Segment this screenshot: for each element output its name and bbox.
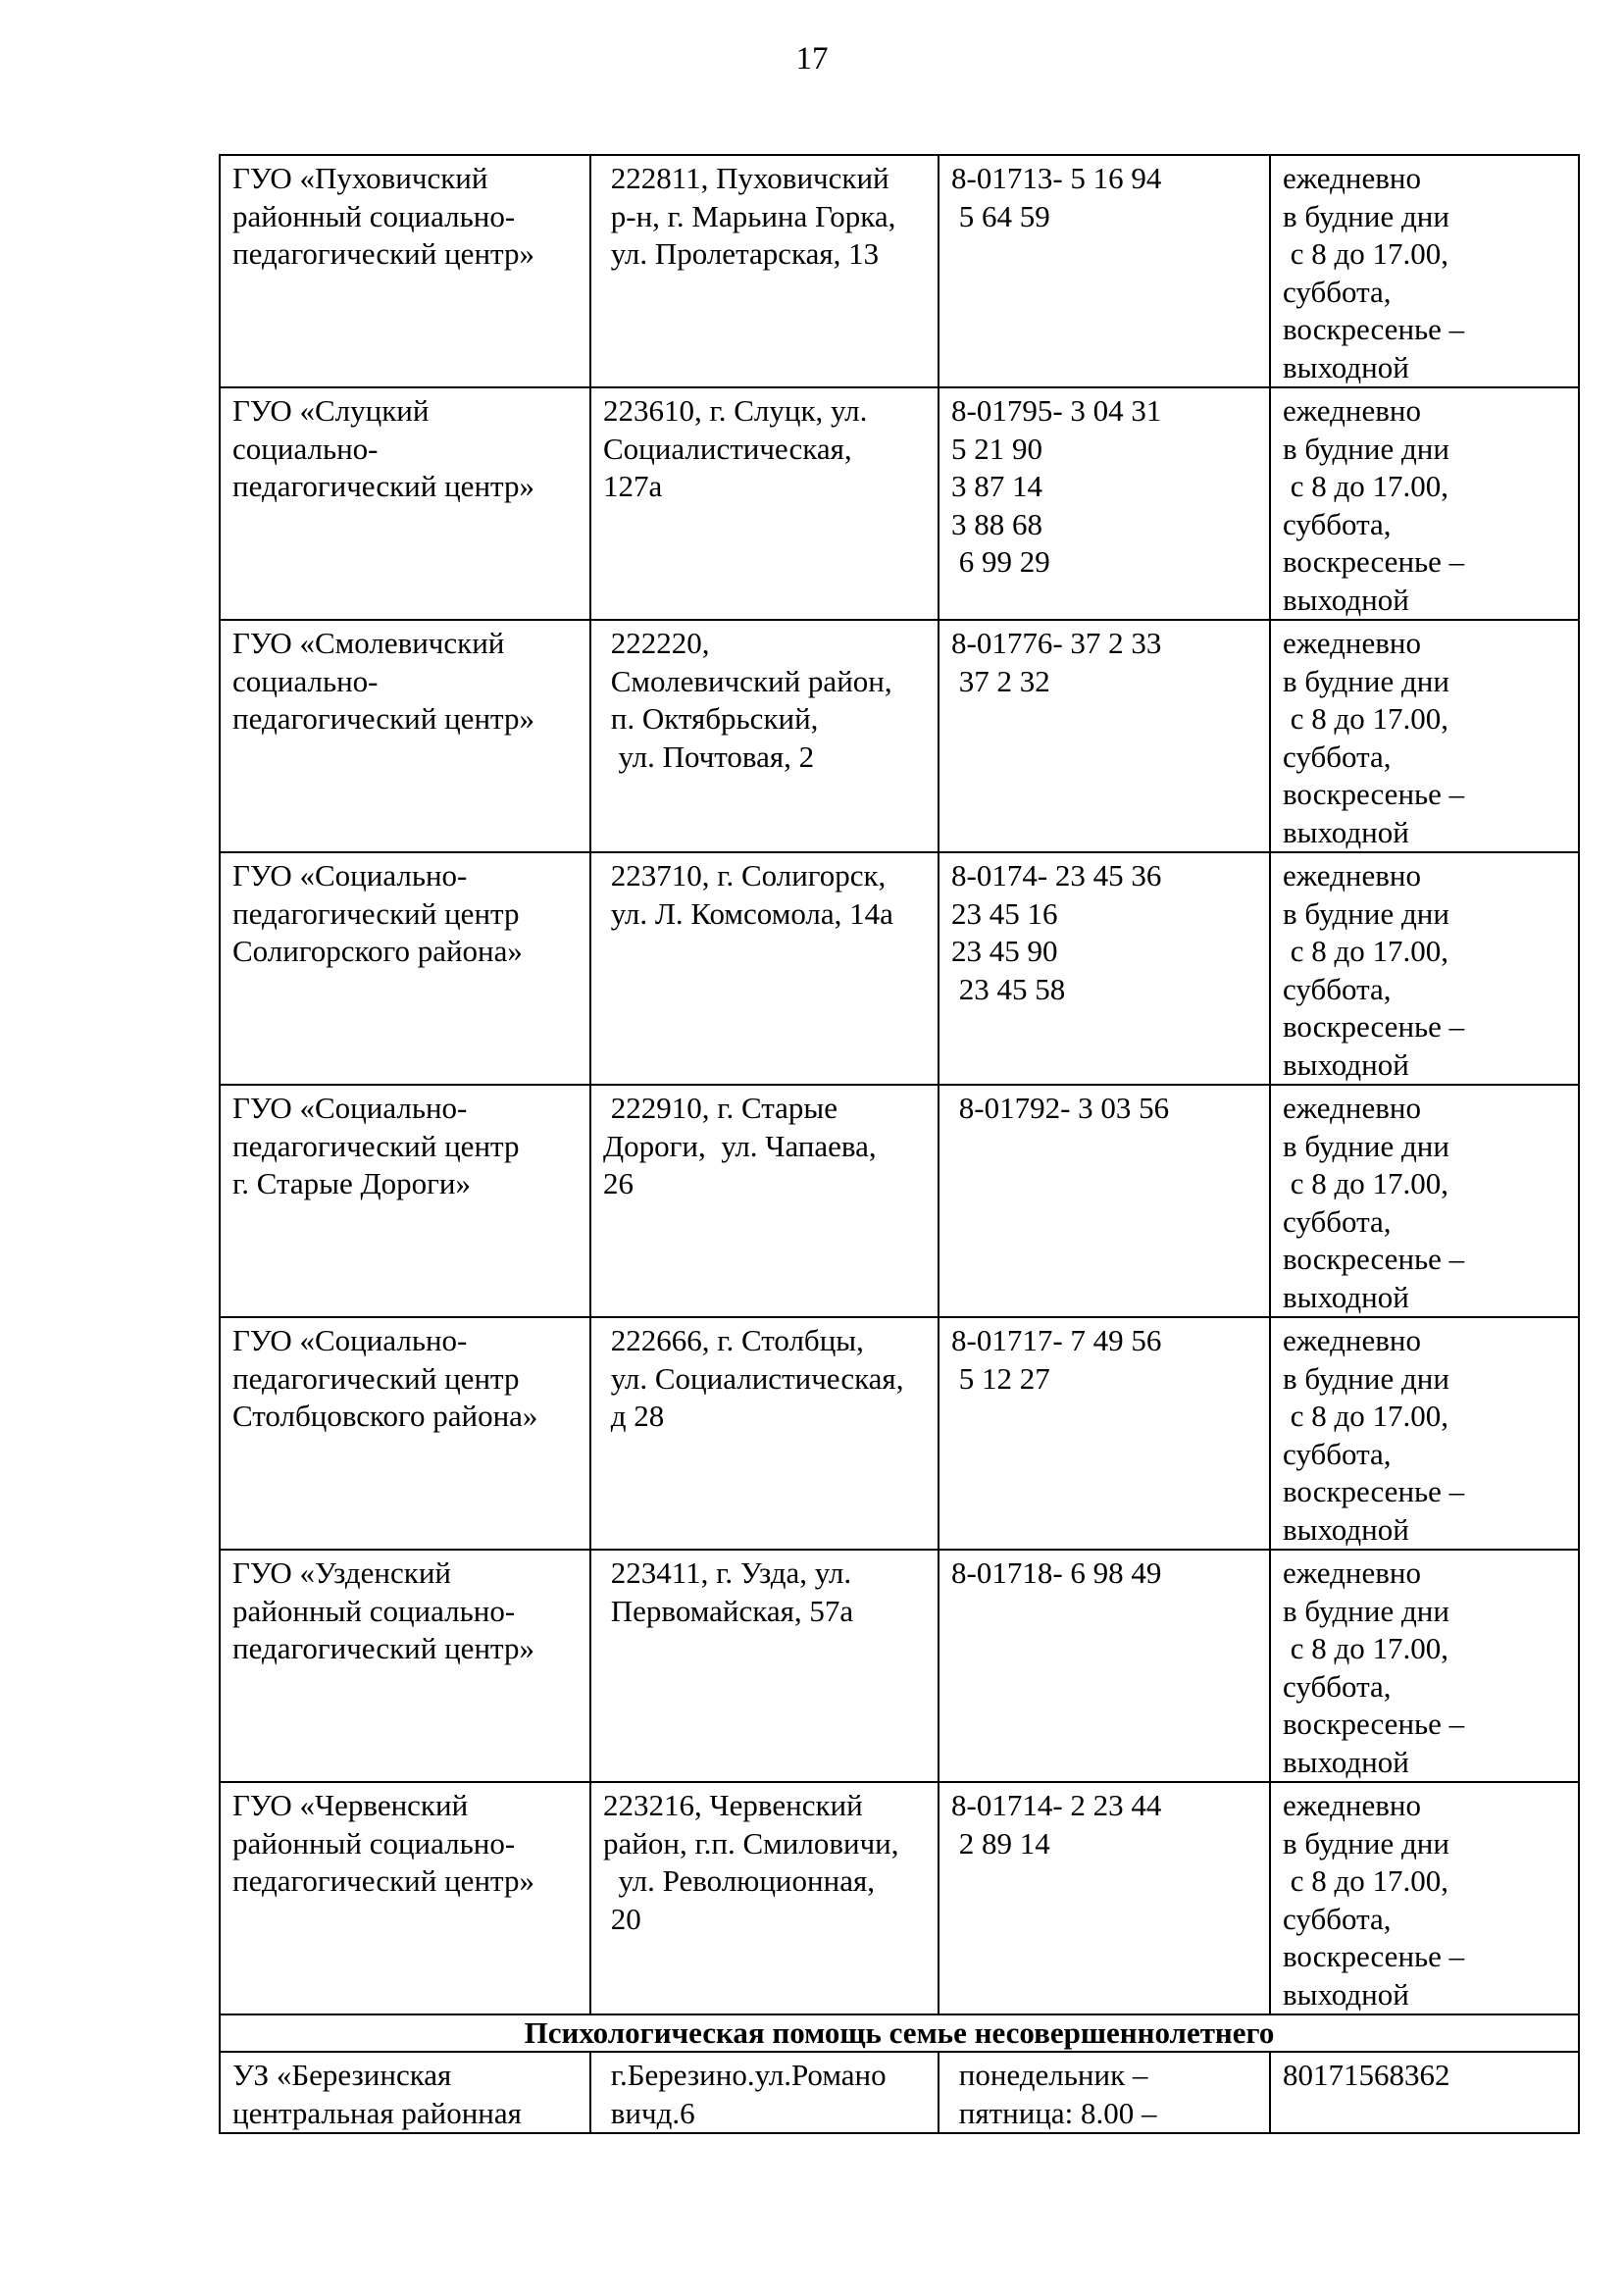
schedule-cell-line: с 8 до 17.00, xyxy=(1283,1863,1449,1898)
phones-cell-line: 3 87 14 xyxy=(951,469,1042,503)
org-name-cell xyxy=(220,2052,590,2133)
org-name-cell-line: педагогический центр xyxy=(232,895,520,931)
address-cell xyxy=(590,2052,939,2133)
address-cell-line: 222811, Пуховичский xyxy=(603,161,889,195)
schedule-cell-line: выходной xyxy=(1283,1744,1409,1779)
schedule-cell-line: воскресенье – xyxy=(1283,1009,1465,1044)
schedule-cell-line: воскресенье – xyxy=(1283,312,1465,346)
org-name-cell-line: ГУО «Смолевичский xyxy=(232,626,505,660)
org-name-cell xyxy=(220,1085,590,1317)
phone-cell: 80171568362 xyxy=(1270,2052,1579,2133)
schedule-cell-line: в будние дни xyxy=(1283,1825,1449,1861)
address-cell-line: 222220, xyxy=(603,626,710,660)
schedule-cell-line: воскресенье – xyxy=(1283,544,1465,579)
org-name-cell-line: педагогический центр xyxy=(232,1360,520,1396)
schedule-cell xyxy=(1270,155,1579,387)
address-cell-line: п. Октябрьский, xyxy=(603,701,819,736)
schedule-cell-line: с 8 до 17.00, xyxy=(1283,236,1449,271)
schedule-cell xyxy=(1270,387,1579,620)
phones-cell-line: 2 89 14 xyxy=(951,1825,1050,1861)
org-name-cell-line: социально- xyxy=(232,663,379,698)
phones-cell-line: 37 2 32 xyxy=(951,663,1050,698)
org-name-cell-line: социально- xyxy=(232,431,379,466)
org-name-cell-line: педагогический центр xyxy=(232,1128,520,1163)
table-row xyxy=(220,1782,1579,2014)
address-cell-line: ул. Л. Комсомола, 14а xyxy=(603,895,893,931)
schedule-cell-line: выходной xyxy=(1283,1279,1409,1314)
phones-cell-line: 3 88 68 xyxy=(951,506,1042,541)
org-name-cell-line: ГУО «Узденский xyxy=(232,1555,451,1590)
phones-cell-line: 8-01713- 5 16 94 xyxy=(951,161,1162,195)
org-name-cell-line: районный социально- xyxy=(232,1825,516,1861)
schedule-cell-line: ежедневно xyxy=(1283,1555,1421,1590)
org-name-cell-line: г. Старые Дороги» xyxy=(232,1166,471,1200)
org-name-cell xyxy=(220,852,590,1085)
address-cell-line: ул. Почтовая, 2 xyxy=(603,739,815,774)
address-cell-line: д 28 xyxy=(603,1399,665,1433)
schedule-cell-line: суббота, xyxy=(1283,971,1392,1006)
address-cell-line: р-н, г. Марьина Горка, xyxy=(603,198,896,233)
org-name-cell-line: ГУО «Пуховичский xyxy=(232,161,488,195)
phones-cell-line: 8-01795- 3 04 31 xyxy=(951,393,1162,428)
org-name-cell-line: ГУО «Социально- xyxy=(232,1091,468,1125)
address-cell-line: ул. Революционная, xyxy=(603,1863,875,1898)
schedule-cell-line: воскресенье – xyxy=(1283,1707,1465,1741)
schedule-cell-line: выходной xyxy=(1283,1976,1409,2012)
schedule-cell-line: с 8 до 17.00, xyxy=(1283,469,1449,503)
schedule-cell xyxy=(1270,1085,1579,1317)
org-name-cell-line: педагогический центр» xyxy=(232,701,534,736)
phones-cell xyxy=(939,1317,1270,1550)
table-row xyxy=(220,1085,1579,1317)
contacts-table xyxy=(219,154,1580,2134)
org-name-cell-line: ГУО «Слуцкий xyxy=(232,393,430,428)
phones-cell-line: 5 21 90 xyxy=(951,431,1042,466)
schedule-cell-line: понедельник – xyxy=(951,2058,1148,2092)
phones-cell-line: 8-01718- 6 98 49 xyxy=(951,1555,1162,1590)
org-name-cell xyxy=(220,1317,590,1550)
org-name-cell xyxy=(220,1550,590,1782)
org-name-cell-line: педагогический центр» xyxy=(232,236,534,271)
table-row xyxy=(220,387,1579,620)
org-name-cell xyxy=(220,155,590,387)
address-cell xyxy=(590,852,939,1085)
org-name-cell xyxy=(220,1782,590,2014)
phones-cell-line: 5 12 27 xyxy=(951,1360,1050,1396)
address-cell-line: 222666, г. Столбцы, xyxy=(603,1323,864,1357)
contacts-table-body xyxy=(220,155,1579,2133)
address-cell-line: 223710, г. Солигорск, xyxy=(603,858,887,892)
address-cell xyxy=(590,387,939,620)
section-row xyxy=(220,2014,1579,2052)
schedule-cell-line: с 8 до 17.00, xyxy=(1283,1166,1449,1200)
schedule-cell-line: воскресенье – xyxy=(1283,1242,1465,1276)
org-name-cell-line: ГУО «Социально- xyxy=(232,1323,468,1357)
address-cell-line: ул. Пролетарская, 13 xyxy=(603,236,880,271)
table-row xyxy=(220,1317,1579,1550)
schedule-cell xyxy=(1270,852,1579,1085)
org-name-cell-line: ГУО «Червенский xyxy=(232,1788,469,1822)
address-cell xyxy=(590,1550,939,1782)
phones-cell-line: 6 99 29 xyxy=(951,544,1050,579)
phones-cell xyxy=(939,1782,1270,2014)
schedule-cell-line: в будние дни xyxy=(1283,1128,1449,1163)
phones-cell xyxy=(939,387,1270,620)
address-cell-line: район, г.п. Смиловичи, xyxy=(603,1825,899,1861)
address-cell xyxy=(590,155,939,387)
schedule-cell-line: суббота, xyxy=(1283,1203,1392,1239)
schedule-cell-line: суббота, xyxy=(1283,1436,1392,1471)
schedule-cell xyxy=(1270,1782,1579,2014)
org-name-cell-line: УЗ «Березинская xyxy=(232,2058,452,2092)
address-cell xyxy=(590,620,939,852)
phones-cell-line: 8-01717- 7 49 56 xyxy=(951,1323,1162,1357)
phones-cell-line: 23 45 16 xyxy=(951,895,1058,931)
org-name-cell-line: Солигорского района» xyxy=(232,934,523,968)
schedule-cell-line: в будние дни xyxy=(1283,1593,1449,1628)
org-name-cell xyxy=(220,620,590,852)
schedule-cell-line: с 8 до 17.00, xyxy=(1283,934,1449,968)
phones-cell-line: 23 45 58 xyxy=(951,971,1066,1006)
org-name-cell-line: педагогический центр» xyxy=(232,469,534,503)
schedule-cell-line: ежедневно xyxy=(1283,626,1421,660)
address-cell-line: 223610, г. Слуцк, ул. xyxy=(603,393,868,428)
schedule-cell-line: в будние дни xyxy=(1283,431,1449,466)
section-title: Психологическая помощь семье несовершеннолетнего xyxy=(220,2014,1579,2052)
schedule-cell-line: суббота, xyxy=(1283,1901,1392,1936)
table-row xyxy=(220,1550,1579,1782)
schedule-cell-line: выходной xyxy=(1283,1511,1409,1547)
schedule-cell-line: воскресенье – xyxy=(1283,1474,1465,1508)
phones-cell-line: 8-01714- 2 23 44 xyxy=(951,1788,1162,1822)
schedule-cell-line: выходной xyxy=(1283,349,1409,384)
org-name-cell-line: ГУО «Социально- xyxy=(232,858,468,892)
table-row xyxy=(220,620,1579,852)
address-cell-line: Социалистическая, xyxy=(603,431,852,466)
schedule-cell-line: ежедневно xyxy=(1283,161,1421,195)
phones-cell xyxy=(939,155,1270,387)
schedule-cell-line: ежедневно xyxy=(1283,858,1421,892)
schedule-cell xyxy=(939,2052,1270,2133)
schedule-cell-line: в будние дни xyxy=(1283,895,1449,931)
org-name-cell xyxy=(220,387,590,620)
page-number: 17 xyxy=(795,41,829,76)
phones-cell-line: 23 45 90 xyxy=(951,934,1058,968)
schedule-cell-line: выходной xyxy=(1283,814,1409,849)
phones-cell xyxy=(939,620,1270,852)
schedule-cell-line: ежедневно xyxy=(1283,1323,1421,1357)
schedule-cell-line: воскресенье – xyxy=(1283,777,1465,811)
org-name-cell-line: педагогический центр» xyxy=(232,1863,534,1898)
schedule-cell-line: ежедневно xyxy=(1283,1788,1421,1822)
schedule-cell-line: воскресенье – xyxy=(1283,1939,1465,1973)
address-cell xyxy=(590,1317,939,1550)
schedule-cell xyxy=(1270,1550,1579,1782)
schedule-cell-line: выходной xyxy=(1283,1046,1409,1082)
schedule-cell xyxy=(1270,1317,1579,1550)
address-cell-line: Дороги, ул. Чапаева, xyxy=(603,1128,877,1163)
org-name-cell-line: районный социально- xyxy=(232,198,516,233)
address-cell-line: Смолевичский район, xyxy=(603,663,892,698)
schedule-cell-line: с 8 до 17.00, xyxy=(1283,701,1449,736)
org-name-cell-line: Столбцовского района» xyxy=(232,1399,538,1433)
schedule-cell xyxy=(1270,620,1579,852)
address-cell-line: 223411, г. Узда, ул. xyxy=(603,1555,852,1590)
schedule-cell-line: с 8 до 17.00, xyxy=(1283,1631,1449,1665)
address-cell xyxy=(590,1782,939,2014)
schedule-cell-line: ежедневно xyxy=(1283,393,1421,428)
phones-cell xyxy=(939,1550,1270,1782)
table-row xyxy=(220,2052,1579,2133)
schedule-cell-line: в будние дни xyxy=(1283,198,1449,233)
phones-cell xyxy=(939,852,1270,1085)
address-cell-line: 223216, Червенский xyxy=(603,1788,863,1822)
schedule-cell-line: суббота, xyxy=(1283,739,1392,774)
address-cell-line: 222910, г. Старые xyxy=(603,1091,838,1125)
address-cell-line: г.Березино.ул.Романо xyxy=(603,2058,887,2092)
schedule-cell-line: выходной xyxy=(1283,582,1409,617)
schedule-cell-line: суббота, xyxy=(1283,1668,1392,1704)
address-cell-line: вичд.6 xyxy=(603,2095,695,2130)
phones-cell-line: 8-01792- 3 03 56 xyxy=(951,1091,1170,1125)
address-cell xyxy=(590,1085,939,1317)
phones-cell-line: 8-01776- 37 2 33 xyxy=(951,626,1162,660)
address-cell-line: ул. Социалистическая, xyxy=(603,1360,904,1396)
table-row xyxy=(220,852,1579,1085)
schedule-cell-line: в будние дни xyxy=(1283,1360,1449,1396)
address-cell-line: 127а xyxy=(603,469,663,503)
phones-cell xyxy=(939,1085,1270,1317)
schedule-cell-line: ежедневно xyxy=(1283,1091,1421,1125)
schedule-cell-line: суббота, xyxy=(1283,506,1392,541)
schedule-cell-line: с 8 до 17.00, xyxy=(1283,1399,1449,1433)
org-name-cell-line: районный социально- xyxy=(232,1593,516,1628)
address-cell-line: 26 xyxy=(603,1166,634,1200)
schedule-cell-line: суббота, xyxy=(1283,274,1392,309)
schedule-cell-line: в будние дни xyxy=(1283,663,1449,698)
address-cell-line: Первомайская, 57а xyxy=(603,1593,854,1628)
table-row xyxy=(220,155,1579,387)
org-name-cell-line: педагогический центр» xyxy=(232,1631,534,1665)
phones-cell-line: 5 64 59 xyxy=(951,198,1050,233)
org-name-cell-line: центральная районная xyxy=(232,2095,522,2130)
schedule-cell-line: пятница: 8.00 – xyxy=(951,2095,1157,2130)
address-cell-line: 20 xyxy=(603,1901,641,1936)
phones-cell-line: 8-0174- 23 45 36 xyxy=(951,858,1162,892)
